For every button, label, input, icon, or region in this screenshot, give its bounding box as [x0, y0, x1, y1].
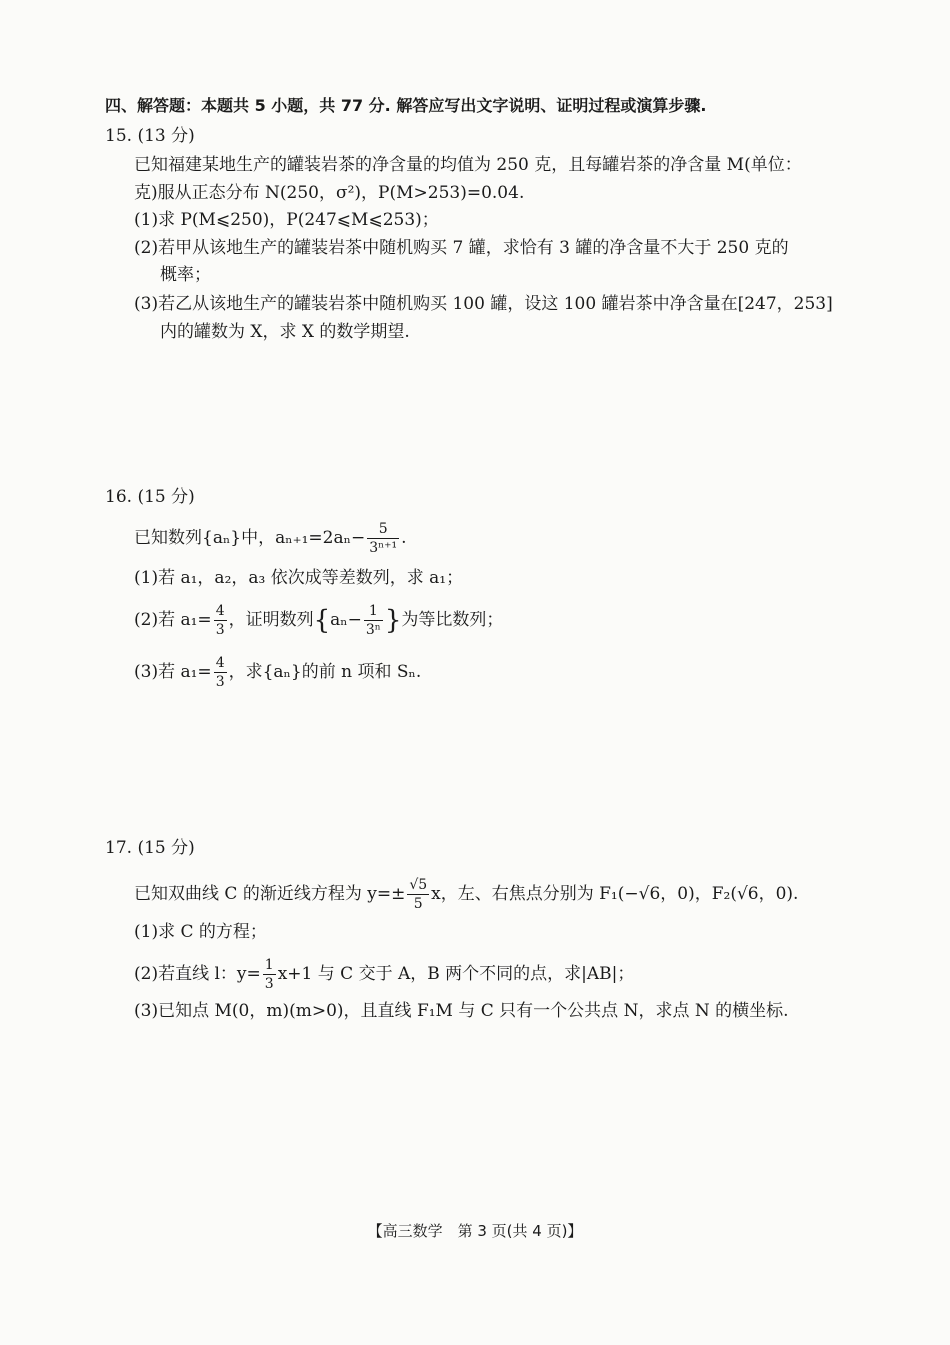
q16-stem-suffix: .	[401, 528, 407, 548]
q16-number: 16. (15 分)	[105, 487, 195, 507]
fraction-numerator: √5	[409, 877, 428, 893]
q17-part3: (3)已知点 M(0，m)(m>0)，且直线 F₁M 与 C 只有一个公共点 N，求点 N 的横坐标.	[134, 1001, 789, 1021]
q16-part2-suffix: 为等比数列；	[401, 610, 504, 630]
q17-part2-fraction	[263, 958, 276, 991]
q16-stem	[134, 522, 407, 555]
q17-stem-fraction	[407, 878, 429, 911]
q17-stem	[134, 878, 798, 911]
fraction-numerator: 1	[364, 604, 383, 621]
q17-stem-prefix: 已知双曲线 C 的渐近线方程为 y=±	[134, 884, 406, 904]
fraction-denominator: 3ⁿ⁺¹	[369, 540, 398, 556]
q15-number: 15. (13 分)	[105, 126, 195, 146]
q15-stem-line1: 已知福建某地生产的罐装岩茶的净含量的均值为 250 克，且每罐岩茶的净含量 M(单位：	[134, 155, 802, 175]
page-footer: 【高三数学 第 3 页(共 4 页)】	[367, 1222, 583, 1240]
q16-part2-prefix: (2)若 a₁=	[134, 610, 212, 630]
q17-stem-suffix: x，左、右焦点分别为 F₁(−√6，0)，F₂(√6，0).	[431, 884, 799, 904]
right-brace: }	[384, 605, 402, 636]
fraction-numerator: 4	[215, 655, 225, 671]
q15-part3-line2: 内的罐数为 X，求 X 的数学期望.	[160, 322, 410, 342]
q16-stem-fraction	[367, 522, 399, 555]
fraction-denominator: 3	[264, 976, 274, 992]
q15-part3-line1: (3)若乙从该地生产的罐装岩茶中随机购买 100 罐，设这 100 罐岩茶中净含量在[247，253]	[134, 294, 833, 314]
fraction-denominator: 3ⁿ	[365, 622, 381, 638]
left-brace: {	[313, 605, 331, 636]
fraction-denominator: 3	[215, 622, 225, 638]
q15-part1: (1)求 P(M⩽250)，P(247⩽M⩽253)；	[134, 210, 439, 230]
fraction-numerator: 1	[264, 957, 274, 973]
q17-part2	[134, 958, 634, 991]
fraction-numerator: 4	[215, 603, 225, 619]
q15-part2-line1: (2)若甲从该地生产的罐装岩茶中随机购买 7 罐，求恰有 3 罐的净含量不大于 250 克的	[134, 238, 789, 258]
fraction-numerator: 5	[367, 522, 399, 539]
q16-part2-seq-fraction	[364, 604, 383, 637]
q16-part2-seq-prefix: aₙ−	[330, 610, 362, 630]
q16-part3	[134, 656, 421, 689]
q16-part3-prefix: (3)若 a₁=	[134, 662, 212, 682]
q16-part1: (1)若 a₁，a₂，a₃ 依次成等差数列，求 a₁；	[134, 568, 464, 588]
section-heading: 四、解答题：本题共 5 小题，共 77 分. 解答应写出文字说明、证明过程或演算步骤.	[105, 96, 707, 115]
q17-number: 17. (15 分)	[105, 838, 195, 858]
q16-part3-suffix: ，求{aₙ}的前 n 项和 Sₙ.	[228, 662, 422, 682]
q17-part2-suffix: x+1 与 C 交于 A，B 两个不同的点，求|AB|；	[277, 964, 635, 984]
q15-part2-line2: 概率；	[160, 265, 211, 285]
q15-stem-line2: 克)服从正态分布 N(250，σ²)，P(M>253)=0.04.	[134, 183, 525, 203]
q16-part3-fraction	[214, 656, 227, 689]
q16-part2-fraction	[214, 604, 227, 637]
q16-part2	[134, 604, 503, 637]
fraction-denominator: 5	[413, 896, 423, 912]
q17-part1: (1)求 C 的方程；	[134, 922, 267, 942]
q17-part2-prefix: (2)若直线 l：y=	[134, 964, 261, 984]
q16-part2-mid: ，证明数列	[228, 610, 314, 630]
q16-stem-prefix: 已知数列{aₙ}中，aₙ₊₁=2aₙ−	[134, 528, 366, 548]
fraction-denominator: 3	[215, 674, 225, 690]
